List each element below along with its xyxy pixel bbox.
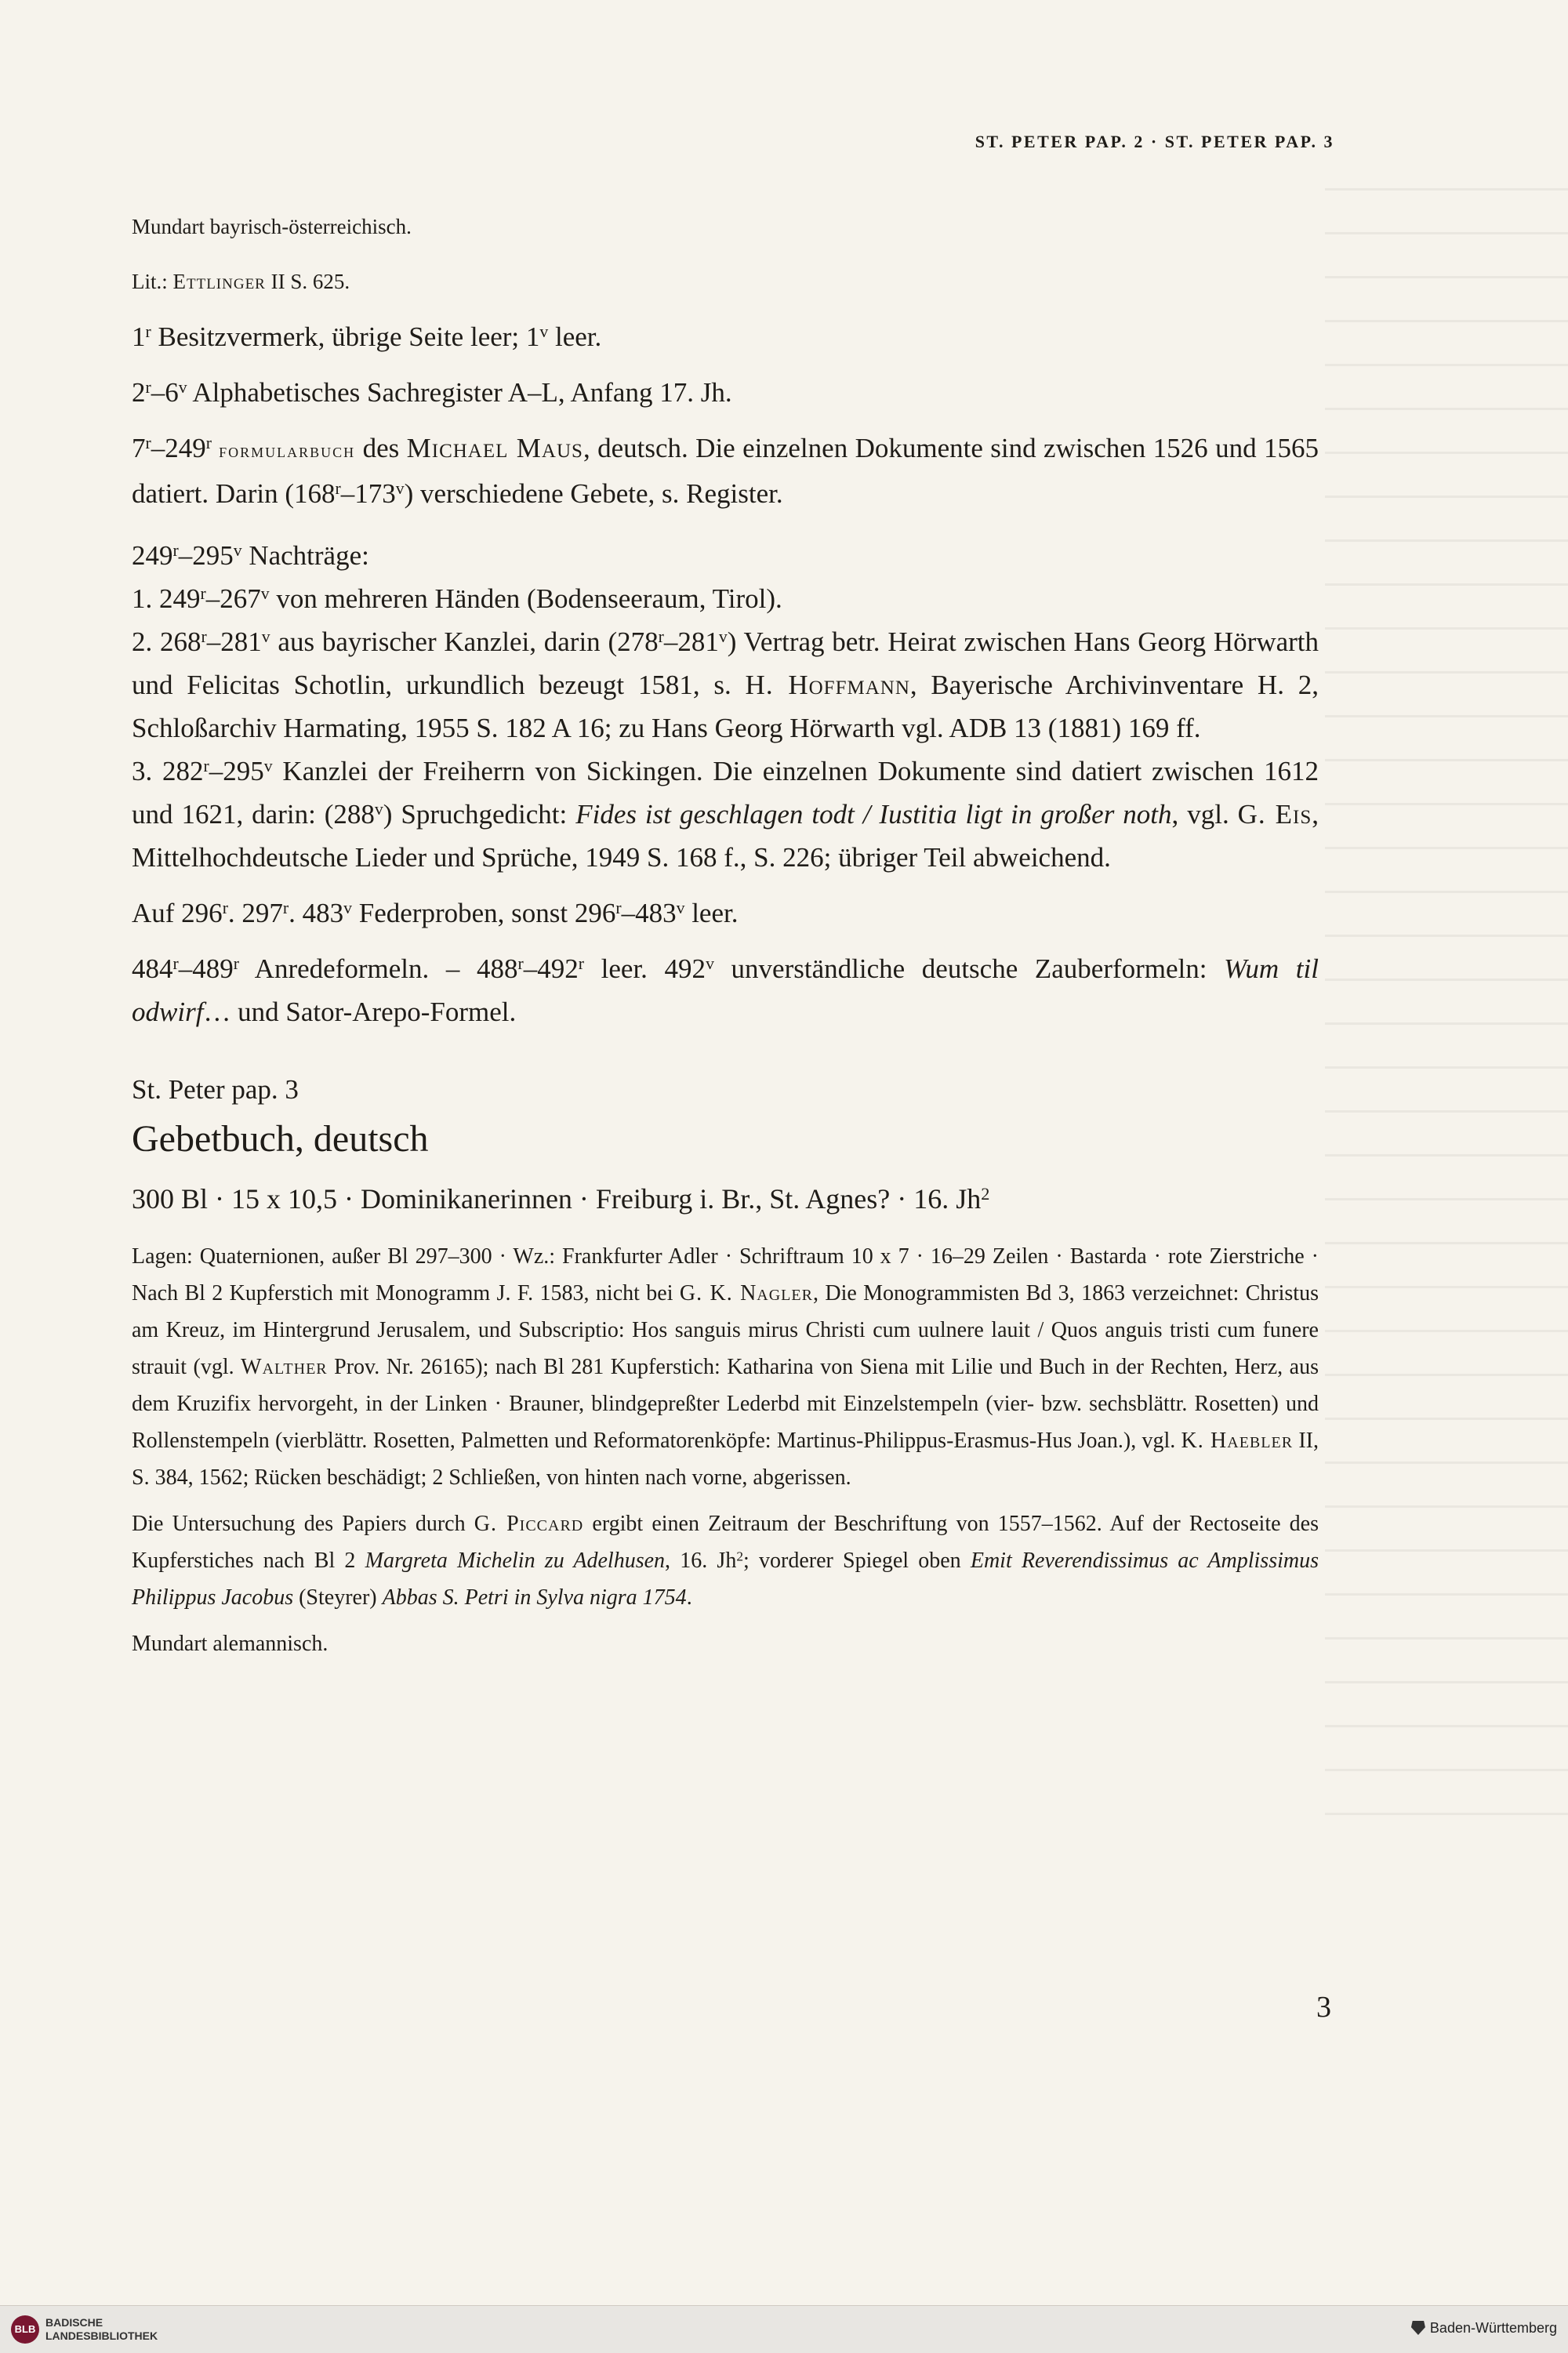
running-head: ST. PETER PAP. 2 · ST. PETER PAP. 3 — [975, 132, 1334, 151]
catalog-text — [132, 205, 1319, 1662]
state-crest-icon — [1411, 2321, 1425, 2335]
blb-logo-icon[interactable]: BLB — [11, 2315, 39, 2344]
codicological-description: Lagen: Quaternionen, außer Bl 297–300 · Wz.: Frankfurter Adler · Schriftraum 10 x 7 · 16–29 Zeilen · Bastarda · rote Zierstriche · Nach Bl 2 Kupferstich mit Monogramm J. F. 1583, nicht bei G. K. Nagler, Die Monogrammisten Bd 3, 1863 verzeichnet: Christus am Kreuz, im Hintergrund Jerusalem, und Subscriptio: Hos sanguis mirus Christi cum uulnere lauit / Quos anguis tristi cum funere strauit (vgl. Walther Prov. Nr. 26165); nach Bl 281 Kupferstich: Katharina von Siena mit Lilie und Buch in der Rechten, Herz, aus dem Kruzifix hervorgeht, in der Linken · Brauner, blindgepreßter Lederbd mit Einzelstempeln (vier- bzw. sechsblättr. Rosetten) und Rollenstempeln (vierblättr. Rosetten, Palmetten und Reformatorenköpfe: Martinus-Philippus-Erasmus-Hus Joan.), vgl. K. Haebler II, S. 384, 1562; Rücken beschädigt; 2 Schließen, von hinten nach vorne, abgerissen. — [132, 1244, 1319, 1490]
library-name[interactable]: BADISCHE LANDESBIBLIOTHEK — [45, 2316, 158, 2342]
viewer-footer — [0, 2305, 1568, 2353]
entry-metadata: 300 Bl · 15 x 10,5 · Dominikanerinnen · Freiburg i. Br., St. Agnes? · 16. Jh$^2$ — [132, 1183, 990, 1215]
paper-analysis-note: Die Untersuchung des Papiers durch G. Piccard ergibt einen Zeitraum der Beschriftung von 1557–1562. Auf der Rectoseite des Kupferstiches nach Bl 2 Margreta Michelin zu Adelhusen, 16. Jh$^2$; vorderer Spiegel oben Emit Reverendissimus ac Amplissimus Philippus Jacobus (Steyrer) Abbas S. Petri in Sylva nigra 1754. — [132, 1512, 1319, 1610]
entry-title: Gebetbuch, deutsch — [132, 1118, 429, 1160]
folio-1-line: 1$^r$ Besitzvermerk, übrige Seite leer; 1$^v$ leer. — [132, 321, 602, 352]
literature-line: Lit.: Ettlinger II S. 625. — [132, 270, 350, 293]
nachtrag-1: 1. 249$^r$–267$^v$ von mehreren Händen (Bodenseeraum, Tirol). — [132, 583, 782, 614]
entry-signature: St. Peter pap. 3 — [132, 1074, 299, 1105]
folio-7-paragraph: 7$^r$–249$^r$ formularbuch des Michael Maus, deutsch. Die einzelnen Dokumente sind zwischen 1526 und 1565 datiert. Darin (168$^r$–173$^v$) verschiedene Gebete, s. Register. — [132, 433, 1319, 509]
nachtraege-heading: 249$^r$–295$^v$ Nachträge: — [132, 540, 369, 571]
dialect-note: Mundart bayrisch-österreichisch. — [132, 215, 412, 238]
nachtrag-2: 2. 268$^r$–281$^v$ aus bayrischer Kanzlei, darin (278$^r$–281$^v$) Vertrag betr. Heirat zwischen Hans Georg Hörwarth und Felicitas Schotlin, urkundlich bezeugt 1581, s. H. Hoffmann, Bayerische Archivinventare H. 2, Schloßarchiv Harmating, 1955 S. 182 A 16; zu Hans Georg Hörwarth vgl. ADB 13 (1881) 169 ff. — [132, 626, 1319, 743]
folio-2-line: 2$^r$–6$^v$ Alphabetisches Sachregister A–L, Anfang 17. Jh. — [132, 377, 732, 408]
baden-wuerttemberg-logo[interactable]: Baden-Württemberg — [1411, 2320, 1557, 2337]
page-number: 3 — [1316, 1991, 1331, 2024]
federproben-line: Auf 296$^r$. 297$^r$. 483$^v$ Federproben, sonst 296$^r$–483$^v$ leer. — [132, 898, 739, 928]
nachtrag-3: 3. 282$^r$–295$^v$ Kanzlei der Freiherrn von Sickingen. Die einzelnen Dokumente sind datiert zwischen 1612 und 1621, darin: (288$^v$) Spruchgedicht: Fides ist geschlagen todt / Iustitia ligt in großer noth, vgl. G. Eis, Mittelhochdeutsche Lieder und Sprüche, 1949 S. 168 f., S. 226; übriger Teil abweichend. — [132, 756, 1319, 873]
bleed-through-shadow — [1325, 188, 1568, 1835]
anredeformeln-paragraph: 484$^r$–489$^r$ Anredeformeln. – 488$^r$–492$^r$ leer. 492$^v$ unverständliche deutsche Zauberformeln: Wum til odwirf… und Sator-Arepo-Formel. — [132, 953, 1319, 1027]
dialect-note-2: Mundart alemannisch. — [132, 1632, 328, 1656]
